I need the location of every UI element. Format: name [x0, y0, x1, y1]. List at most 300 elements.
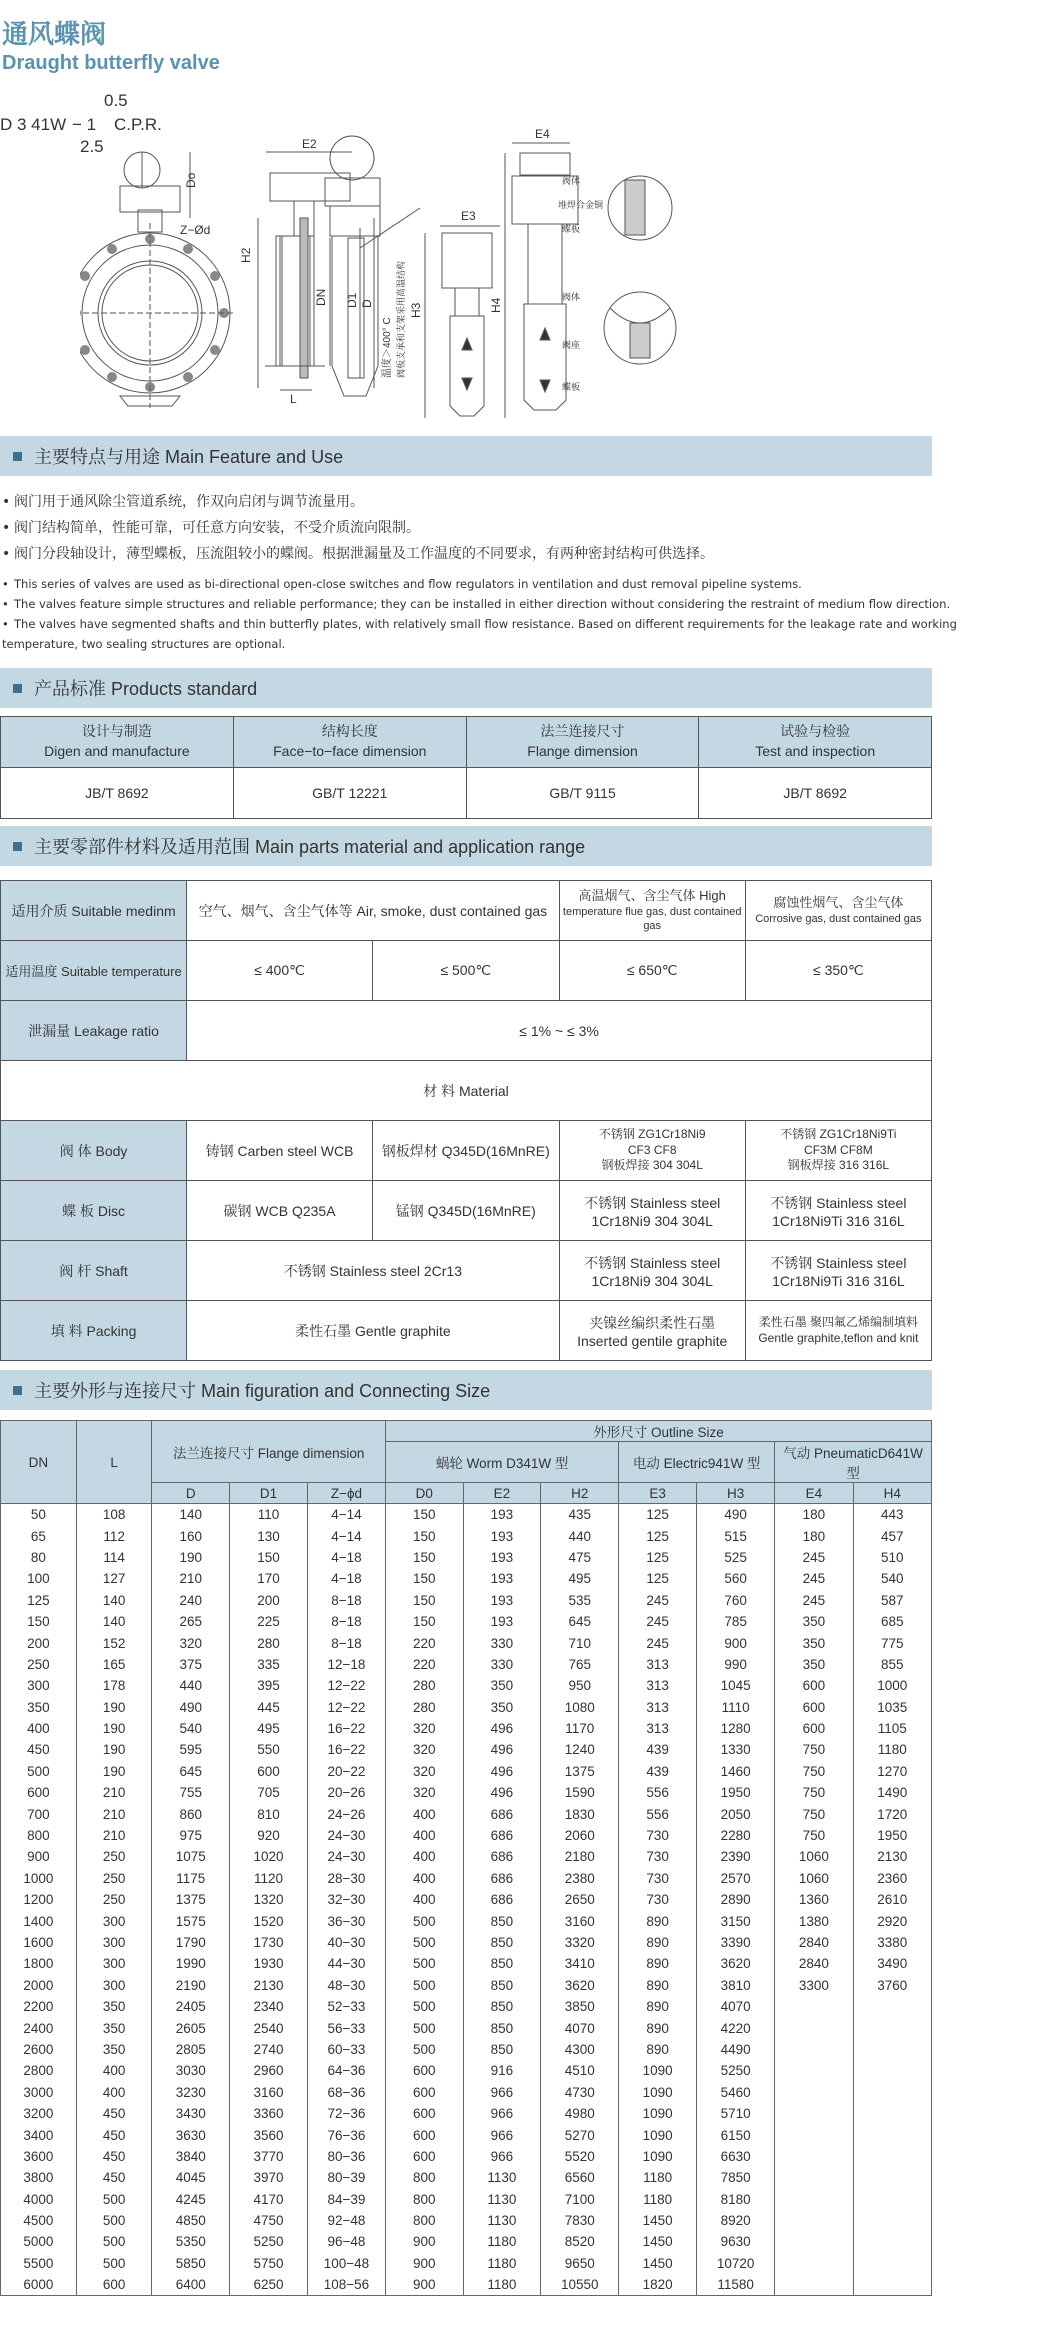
table-cell: 490	[697, 1504, 775, 1526]
table-cell: 4980	[541, 2103, 619, 2124]
label-do: Do	[184, 172, 198, 188]
table-row	[1, 1654, 932, 1675]
body-material: 钢板焊材 Q345D(16MnRE)	[372, 1121, 559, 1181]
table-cell: 3840	[152, 2146, 230, 2167]
table-cell	[775, 2060, 853, 2081]
shaft-material: 不锈钢 Stainless steel 2Cr13	[187, 1241, 560, 1301]
table-cell: 160	[152, 1525, 230, 1546]
table-cell: 900	[386, 2231, 464, 2252]
table-cell	[853, 2017, 931, 2038]
table-cell: 1820	[619, 2274, 697, 2296]
table-cell: 496	[463, 1782, 541, 1803]
table-cell: 320	[386, 1782, 464, 1803]
table-cell: 8−18	[307, 1590, 385, 1611]
col-z: Z−ϕd	[307, 1483, 385, 1504]
table-cell: 800	[386, 2210, 464, 2231]
table-cell: 280	[386, 1675, 464, 1696]
table-cell: 785	[697, 1611, 775, 1632]
table-cell: 1790	[152, 1932, 230, 1953]
table-cell: 300	[1, 1675, 77, 1696]
detail-label-alloy: 堆焊合金铜	[558, 200, 604, 210]
table-cell: 966	[463, 2103, 541, 2124]
table-cell: 600	[386, 2060, 464, 2081]
table-cell: 440	[152, 1675, 230, 1696]
table-cell: 5460	[697, 2082, 775, 2103]
table-cell: 540	[152, 1718, 230, 1739]
table-cell: 400	[386, 1803, 464, 1824]
table-cell: 900	[386, 2253, 464, 2274]
table-cell: 890	[619, 1910, 697, 1931]
table-cell: 1375	[152, 1889, 230, 1910]
table-cell: 200	[1, 1632, 77, 1653]
table-cell	[853, 2253, 931, 2274]
temp-value: ≤ 650℃	[559, 941, 745, 1001]
table-cell: 1060	[775, 1846, 853, 1867]
table-row	[1, 1525, 932, 1546]
std-header-design: 设计与制造 Digen and manufacture	[1, 717, 234, 768]
table-cell: 165	[76, 1654, 152, 1675]
table-cell: 28−30	[307, 1868, 385, 1889]
high-temp-view	[325, 136, 420, 396]
table-cell: 80	[1, 1547, 77, 1568]
drawing-note-support: 阀板支承和支架采用高温结构	[396, 260, 406, 378]
table-cell: 193	[463, 1504, 541, 1526]
table-cell: 850	[463, 1910, 541, 1931]
table-cell: 1090	[619, 2082, 697, 2103]
table-cell: 595	[152, 1739, 230, 1760]
side-view	[239, 137, 374, 406]
table-cell: 250	[1, 1654, 77, 1675]
table-cell: 1170	[541, 1718, 619, 1739]
table-cell: 320	[386, 1761, 464, 1782]
table-cell: 20−22	[307, 1761, 385, 1782]
table-cell: 7830	[541, 2210, 619, 2231]
table-cell: 313	[619, 1675, 697, 1696]
medium-high-temp: 高温烟气、含尘气体 High temperature flue gas, dust contained gas	[559, 881, 745, 941]
std-value: GB/T 9115	[466, 768, 699, 819]
table-cell: 190	[76, 1761, 152, 1782]
table-cell: 500	[386, 2039, 464, 2060]
body-material: 铸钢 Carben steel WCB	[187, 1121, 373, 1181]
table-cell: 9650	[541, 2253, 619, 2274]
table-cell: 2610	[853, 1889, 931, 1910]
temp-value: ≤ 500℃	[372, 941, 559, 1001]
table-cell: 36−30	[307, 1910, 385, 1931]
table-cell: 395	[230, 1675, 308, 1696]
table-cell	[775, 2039, 853, 2060]
std-header-test: 试验与检验 Test and inspection	[699, 717, 932, 768]
table-cell: 320	[386, 1739, 464, 1760]
table-cell: 1060	[775, 1868, 853, 1889]
table-cell: 1520	[230, 1910, 308, 1931]
table-cell: 250	[76, 1868, 152, 1889]
table-cell: 5710	[697, 2103, 775, 2124]
table-cell: 140	[152, 1504, 230, 1526]
table-cell: 1280	[697, 1718, 775, 1739]
section-marker	[13, 1386, 22, 1395]
table-cell: 3360	[230, 2103, 308, 2124]
table-cell: 686	[463, 1803, 541, 1824]
table-cell: 12−18	[307, 1654, 385, 1675]
table-row	[1, 1590, 932, 1611]
table-cell: 2360	[853, 1868, 931, 1889]
table-cell: 150	[1, 1611, 77, 1632]
leakage-value: ≤ 1% ~ ≤ 3%	[187, 1001, 932, 1061]
table-row	[1, 1910, 932, 1931]
table-cell: 4245	[152, 2189, 230, 2210]
table-cell: 150	[386, 1504, 464, 1526]
table-cell	[853, 2124, 931, 2145]
table-cell: 280	[386, 1697, 464, 1718]
table-cell: 1090	[619, 2060, 697, 2081]
table-cell: 6400	[152, 2274, 230, 2296]
drawing-note-temp: 温度＞400° C	[382, 317, 393, 378]
table-cell: 152	[76, 1632, 152, 1653]
table-cell: 2340	[230, 1996, 308, 2017]
table-cell: 180	[775, 1504, 853, 1526]
feature-en-3-cont: temperature, two sealing structures are optional.	[2, 637, 286, 651]
table-cell: 1080	[541, 1697, 619, 1718]
table-cell: 8−18	[307, 1611, 385, 1632]
table-cell: 510	[853, 1547, 931, 1568]
table-cell: 600	[1, 1782, 77, 1803]
table-cell: 76−36	[307, 2124, 385, 2145]
table-cell: 916	[463, 2060, 541, 2081]
table-cell: 3400	[1, 2124, 77, 2145]
table-cell	[775, 2189, 853, 2210]
table-cell: 92−48	[307, 2210, 385, 2231]
table-cell: 686	[463, 1868, 541, 1889]
body-material: 不锈钢 ZG1Cr18Ni9 CF3 CF8 钢板焊接 304 304L	[559, 1121, 745, 1181]
table-cell: 16−22	[307, 1718, 385, 1739]
table-cell: 2000	[1, 1975, 77, 1996]
table-cell: 170	[230, 1568, 308, 1589]
table-cell: 2600	[1, 2039, 77, 2060]
table-cell: 850	[463, 1953, 541, 1974]
table-row	[1, 1547, 932, 1568]
table-cell: 850	[463, 2017, 541, 2038]
table-cell: 587	[853, 1590, 931, 1611]
table-cell: 56−33	[307, 2017, 385, 2038]
feature-en-2: • The valves feature simple structures and reliable performance; they can be installed in either direction without considering the restraint of medium flow direction.	[14, 596, 950, 613]
table-cell: 1800	[1, 1953, 77, 1974]
row-label-leakage: 泄漏量 Leakage ratio	[1, 1001, 187, 1061]
table-cell: 3230	[152, 2082, 230, 2103]
table-cell: 850	[463, 1932, 541, 1953]
label-e3: E3	[461, 209, 476, 223]
table-cell: 4490	[697, 2039, 775, 2060]
table-cell: 150	[386, 1568, 464, 1589]
table-cell: 5350	[152, 2231, 230, 2252]
table-cell: 350	[775, 1654, 853, 1675]
row-label-temp: 适用温度 Suitable temperature	[1, 941, 187, 1001]
table-cell: 890	[619, 1932, 697, 1953]
table-cell: 800	[1, 1825, 77, 1846]
table-cell: 1180	[463, 2231, 541, 2252]
table-cell: 4170	[230, 2189, 308, 2210]
section-header-materials	[0, 826, 932, 866]
table-cell: 890	[619, 2039, 697, 2060]
technical-drawing	[80, 128, 1010, 418]
table-cell: 966	[463, 2082, 541, 2103]
disc-material: 锰钢 Q345D(16MnRE)	[372, 1181, 559, 1241]
label-e4: E4	[535, 128, 550, 141]
table-cell: 72−36	[307, 2103, 385, 2124]
table-cell	[775, 2146, 853, 2167]
table-cell	[775, 2167, 853, 2188]
table-cell: 5270	[541, 2124, 619, 2145]
table-cell: 450	[76, 2103, 152, 2124]
table-cell: 730	[619, 1846, 697, 1867]
label-d1: D1	[345, 292, 359, 308]
table-cell: 350	[775, 1611, 853, 1632]
table-cell: 245	[775, 1590, 853, 1611]
col-e2: E2	[463, 1483, 541, 1504]
table-cell: 1600	[1, 1932, 77, 1953]
table-cell: 1270	[853, 1761, 931, 1782]
table-row	[1, 1504, 932, 1526]
table-cell: 130	[230, 1525, 308, 1546]
feature-cn-3: • 阀门分段轴设计，薄型蝶板，压流阻较小的蝶阀。根据泄漏量及工作温度的不同要求，有两种密封结构可供选择。	[14, 544, 714, 565]
table-cell: 125	[619, 1525, 697, 1546]
table-cell: 4045	[152, 2167, 230, 2188]
table-cell: 3560	[230, 2124, 308, 2145]
table-cell: 240	[152, 1590, 230, 1611]
table-cell: 975	[152, 1825, 230, 1846]
table-cell: 96−48	[307, 2231, 385, 2252]
col-h2: H2	[541, 1483, 619, 1504]
table-cell: 450	[76, 2124, 152, 2145]
table-cell: 350	[1, 1697, 77, 1718]
table-cell: 4850	[152, 2210, 230, 2231]
table-cell: 40−30	[307, 1932, 385, 1953]
table-row	[1, 2231, 932, 2252]
table-cell: 1575	[152, 1910, 230, 1931]
table-cell: 560	[697, 1568, 775, 1589]
table-cell: 2130	[230, 1975, 308, 1996]
table-cell: 400	[386, 1868, 464, 1889]
table-cell: 1450	[619, 2231, 697, 2252]
label-h2: H2	[239, 247, 253, 263]
feature-cn-2: • 阀门结构简单，性能可靠，可任意方向安装，不受介质流向限制。	[14, 518, 420, 539]
table-cell: 1830	[541, 1803, 619, 1824]
table-cell: 125	[619, 1504, 697, 1526]
table-cell	[775, 2017, 853, 2038]
table-cell: 1320	[230, 1889, 308, 1910]
table-cell: 2920	[853, 1910, 931, 1931]
table-cell: 225	[230, 1611, 308, 1632]
table-cell: 300	[76, 1975, 152, 1996]
table-cell: 1090	[619, 2103, 697, 2124]
table-cell: 2840	[775, 1953, 853, 1974]
table-cell: 193	[463, 1611, 541, 1632]
table-cell: 112	[76, 1525, 152, 1546]
table-row	[1, 1632, 932, 1653]
table-cell: 515	[697, 1525, 775, 1546]
temp-value: ≤ 400℃	[187, 941, 373, 1001]
table-cell: 1130	[463, 2189, 541, 2210]
table-cell: 3600	[1, 2146, 77, 2167]
table-cell: 600	[386, 2103, 464, 2124]
table-cell: 3620	[697, 1953, 775, 1974]
table-row	[1, 2167, 932, 2188]
col-h3: H3	[697, 1483, 775, 1504]
body-material: 不锈钢 ZG1Cr18Ni9Ti CF3M CF8M 钢板焊接 316 316L	[745, 1121, 931, 1181]
row-label-disc: 蝶 板 Disc	[1, 1181, 187, 1241]
table-cell	[853, 1996, 931, 2017]
table-cell: 4500	[1, 2210, 77, 2231]
table-cell: 496	[463, 1739, 541, 1760]
table-cell: 64−36	[307, 2060, 385, 2081]
table-cell: 190	[76, 1718, 152, 1739]
table-cell: 10720	[697, 2253, 775, 2274]
table-cell: 1000	[1, 1868, 77, 1889]
table-cell: 450	[1, 1739, 77, 1760]
table-cell: 200	[230, 1590, 308, 1611]
table-cell: 210	[76, 1825, 152, 1846]
table-cell: 150	[230, 1547, 308, 1568]
col-l: L	[76, 1421, 152, 1504]
table-cell: 645	[152, 1761, 230, 1782]
section-marker	[13, 684, 22, 693]
table-cell: 300	[76, 1932, 152, 1953]
std-header-length: 结构长度 Face−to−face dimension	[233, 717, 466, 768]
table-cell: 1180	[463, 2274, 541, 2296]
section-header-standards	[0, 668, 932, 708]
table-cell: 1175	[152, 1868, 230, 1889]
table-cell: 600	[386, 2146, 464, 2167]
table-cell: 760	[697, 1590, 775, 1611]
table-cell: 60−33	[307, 2039, 385, 2060]
table-cell: 1360	[775, 1889, 853, 1910]
table-cell: 1590	[541, 1782, 619, 1803]
disc-material: 不锈钢 Stainless steel 1Cr18Ni9 304 304L	[559, 1181, 745, 1241]
table-cell: 3490	[853, 1953, 931, 1974]
table-cell: 100	[1, 1568, 77, 1589]
table-cell: 600	[230, 1761, 308, 1782]
section-header-features	[0, 436, 932, 476]
table-cell: 890	[619, 1996, 697, 2017]
table-cell: 3000	[1, 2082, 77, 2103]
table-cell: 686	[463, 1825, 541, 1846]
table-cell: 250	[76, 1889, 152, 1910]
table-cell: 750	[775, 1825, 853, 1846]
label-h3: H3	[409, 302, 423, 318]
table-cell: 400	[76, 2082, 152, 2103]
table-cell: 350	[76, 1996, 152, 2017]
table-row	[1, 2082, 932, 2103]
table-cell: 645	[541, 1611, 619, 1632]
table-cell: 3160	[541, 1910, 619, 1931]
table-cell: 4−14	[307, 1504, 385, 1526]
table-cell: 5250	[230, 2231, 308, 2252]
table-cell: 150	[386, 1547, 464, 1568]
table-row	[1, 2210, 932, 2231]
table-cell: 890	[619, 1975, 697, 1996]
table-cell: 500	[76, 2210, 152, 2231]
table-cell: 1930	[230, 1953, 308, 1974]
table-cell: 1105	[853, 1718, 931, 1739]
table-cell: 245	[775, 1568, 853, 1589]
table-cell: 2960	[230, 2060, 308, 2081]
table-cell: 127	[76, 1568, 152, 1589]
material-heading: 材 料 Material	[1, 1061, 932, 1121]
table-row	[1, 2039, 932, 2060]
table-cell: 4070	[541, 2017, 619, 2038]
packing-material: 夹镍丝编织柔性石墨 Inserted gentile graphite	[559, 1301, 745, 1361]
col-d: D	[152, 1483, 230, 1504]
table-cell	[853, 2274, 931, 2296]
table-cell: 400	[1, 1718, 77, 1739]
detail-label-disc: 蝶板	[562, 224, 581, 234]
table-cell: 500	[386, 2017, 464, 2038]
table-row	[1, 1568, 932, 1589]
table-cell: 108−56	[307, 2274, 385, 2296]
table-cell: 250	[76, 1846, 152, 1867]
table-cell: 210	[76, 1803, 152, 1824]
table-cell: 150	[386, 1590, 464, 1611]
table-cell: 6630	[697, 2146, 775, 2167]
table-cell: 1400	[1, 1910, 77, 1931]
section-title: 主要外形与连接尺寸 Main figuration and Connecting Size	[34, 1381, 491, 1401]
table-cell: 2650	[541, 1889, 619, 1910]
table-cell: 439	[619, 1761, 697, 1782]
table-cell: 2540	[230, 2017, 308, 2038]
medium-general: 空气、烟气、含尘气体等 Air, smoke, dust contained gas	[187, 881, 560, 941]
col-d1: D1	[230, 1483, 308, 1504]
table-row	[1, 2124, 932, 2145]
table-cell: 1490	[853, 1782, 931, 1803]
col-outline: 外形尺寸 Outline Size	[386, 1421, 932, 1442]
table-cell: 3430	[152, 2103, 230, 2124]
table-cell: 1450	[619, 2210, 697, 2231]
table-cell: 12−22	[307, 1675, 385, 1696]
table-cell: 496	[463, 1761, 541, 1782]
col-dn: DN	[1, 1421, 77, 1504]
table-cell: 10550	[541, 2274, 619, 2296]
table-cell: 190	[76, 1697, 152, 1718]
section-header-dimensions	[0, 1370, 932, 1410]
page-subtitle: Draught butterfly valve	[2, 52, 220, 74]
table-cell: 600	[775, 1718, 853, 1739]
table-cell: 7850	[697, 2167, 775, 2188]
table-cell: 5500	[1, 2253, 77, 2274]
table-cell: 1240	[541, 1739, 619, 1760]
table-cell: 3160	[230, 2082, 308, 2103]
table-cell: 2400	[1, 2017, 77, 2038]
table-cell: 500	[386, 1910, 464, 1931]
table-cell: 1460	[697, 1761, 775, 1782]
table-cell: 3390	[697, 1932, 775, 1953]
table-cell: 350	[463, 1675, 541, 1696]
table-cell: 245	[619, 1611, 697, 1632]
table-cell: 860	[152, 1803, 230, 1824]
table-cell	[853, 2103, 931, 2124]
table-cell: 850	[463, 2039, 541, 2060]
table-cell: 1180	[853, 1739, 931, 1760]
table-cell: 600	[76, 2274, 152, 2296]
table-row	[1, 1889, 932, 1910]
table-cell: 2890	[697, 1889, 775, 1910]
table-cell: 190	[152, 1547, 230, 1568]
table-cell: 5750	[230, 2253, 308, 2274]
table-cell: 313	[619, 1654, 697, 1675]
table-cell: 400	[386, 1889, 464, 1910]
model-suffix: C.P.R.	[114, 115, 162, 134]
table-cell: 556	[619, 1782, 697, 1803]
feature-cn-1: • 阀门用于通风除尘管道系统，作双向启闭与调节流量用。	[14, 492, 364, 513]
row-label-shaft: 阀 杆 Shaft	[1, 1241, 187, 1301]
